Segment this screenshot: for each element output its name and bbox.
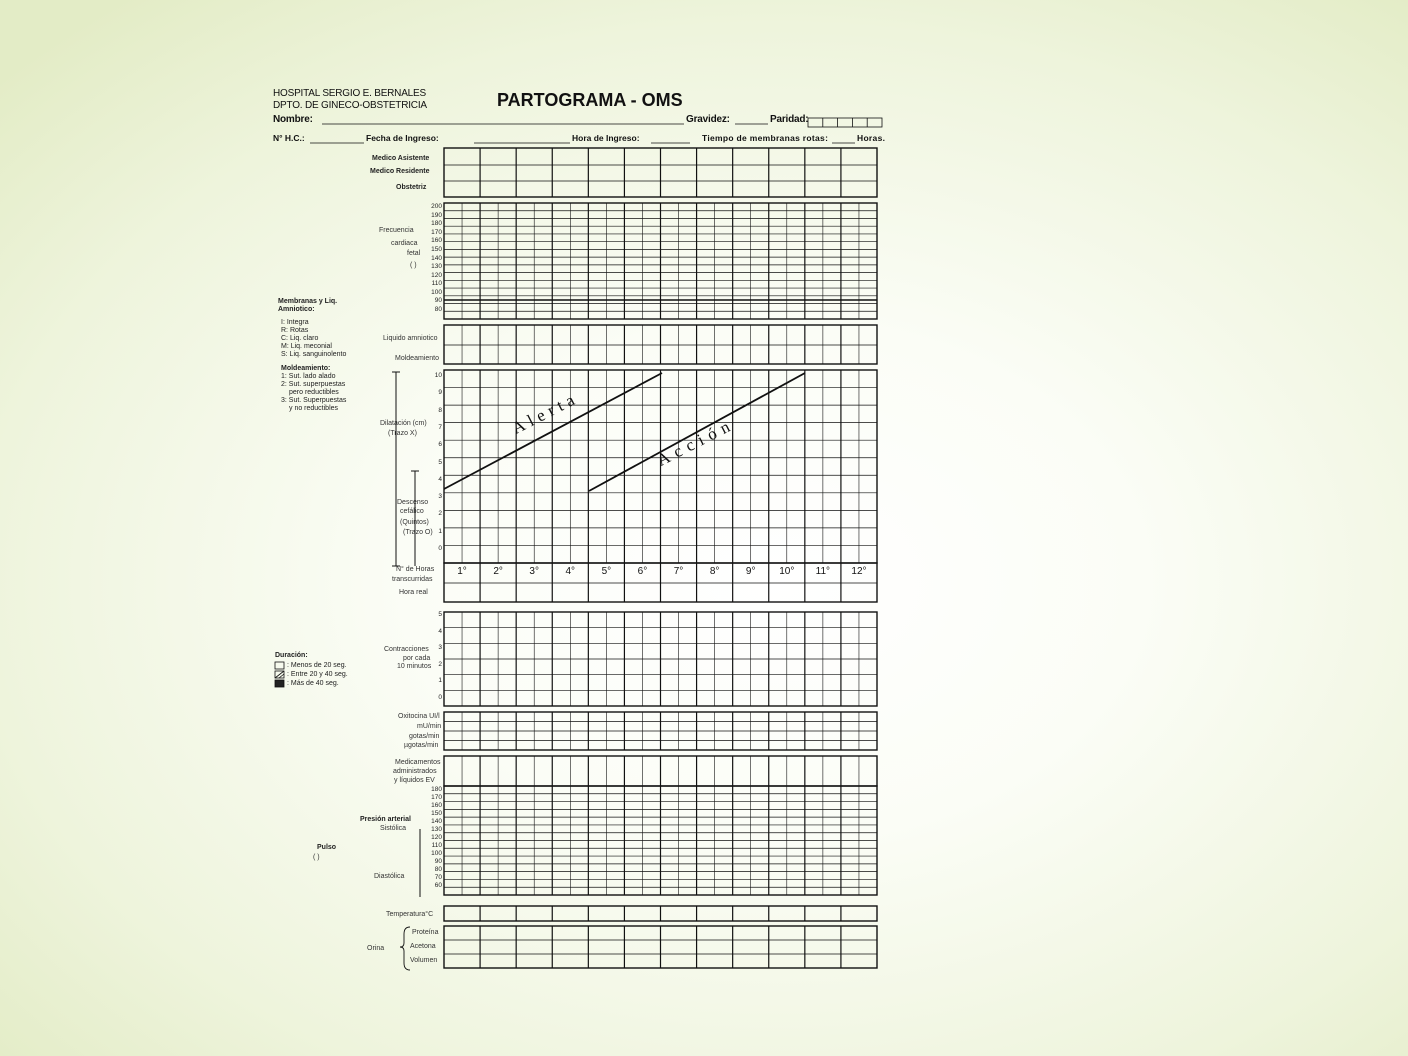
dilatacion-label-2: (Trazo X) [388, 430, 417, 437]
dilatacion-tick: 1 [438, 527, 442, 535]
hours-label-1: N° de Horas [396, 566, 435, 573]
fcf-label-4: ( ) [410, 262, 417, 269]
hour-label: 12° [851, 566, 867, 577]
medico-residente-label: Medico Residente [370, 168, 430, 175]
medicamentos-label: y líquidos EV [394, 777, 435, 784]
medico-asistente-label: Medico Asistente [372, 155, 430, 162]
temperatura-label: Temperatura°C [386, 911, 434, 918]
oxitocina-label: mU/min [417, 723, 442, 730]
presion-tick: 130 [431, 826, 442, 833]
presion-tick: 120 [431, 834, 442, 841]
hour-label: 1° [457, 566, 467, 577]
membranas-title-2: Amniotico: [278, 306, 315, 313]
presion-tick: 160 [431, 802, 442, 809]
pulso-label: Pulso [317, 844, 337, 851]
orina-label: Orina [367, 945, 385, 952]
hour-label: 6° [637, 566, 648, 577]
fcf-tick: 160 [431, 237, 442, 245]
hour-label: 3° [529, 566, 539, 577]
fcf-tick: 80 [434, 306, 442, 313]
hour-label: 7° [673, 566, 684, 577]
orina-item: Acetona [410, 943, 436, 950]
moldeamiento-item: y no reductibles [289, 405, 339, 412]
paridad-label: Paridad: [770, 114, 809, 125]
tiempo-label: Tiempo de membranas rotas: [702, 133, 829, 143]
oxitocina-label: Oxitocina UI/l [398, 713, 440, 720]
obstetriz-label: Obstetriz [396, 184, 427, 191]
paridad-boxes [808, 118, 882, 127]
fcf-tick: 110 [431, 280, 442, 288]
moldeamiento-item: 1: Sut. lado alado [281, 373, 336, 380]
descenso-label-3: (Quintos) [400, 519, 429, 526]
membranas-item: S: Liq. sanguinolento [281, 351, 347, 358]
fcf-tick: 90 [434, 297, 442, 305]
department-name: DPTO. DE GINECO-OBSTETRICIA [273, 100, 427, 111]
hora-label: Hora de Ingreso: [572, 133, 640, 143]
dilatacion-tick: 10 [434, 372, 442, 379]
dilatacion-label-1: Dilatación (cm) [380, 420, 427, 427]
presion-title: Presión arterial [360, 816, 411, 823]
page-title: PARTOGRAMA - OMS [497, 90, 683, 110]
hora-real-label: Hora real [399, 589, 428, 596]
hour-label: 9° [745, 566, 756, 577]
medicamentos-label: administrados [393, 768, 437, 775]
fcf-label-3: fetal [407, 250, 421, 257]
orina-item: Proteína [412, 929, 439, 936]
oxitocina-label: gotas/min [409, 733, 440, 740]
contracciones-tick: 5 [438, 611, 442, 618]
moldeamiento-row-label: Moldeamiento [395, 355, 439, 362]
dilatacion-tick: 6 [438, 441, 442, 449]
contracciones-tick: 4 [438, 627, 442, 635]
moldeamiento-item: 2: Sut. superpuestas [281, 381, 346, 388]
presion-tick: 150 [431, 810, 442, 817]
hour-label: 8° [709, 566, 720, 577]
hour-label: 10° [779, 566, 795, 577]
fcf-tick: 180 [431, 220, 442, 228]
liquido-label: Liquido amniotico [383, 335, 438, 342]
presion-tick: 90 [434, 858, 442, 865]
fcf-tick: 150 [431, 245, 442, 253]
medicamentos-label: Medicamentos [395, 759, 441, 766]
hc-label: N° H.C.: [273, 133, 305, 143]
presion-tick: 60 [434, 882, 442, 889]
descenso-label-1: Descenso [397, 499, 429, 506]
hour-label: 4° [565, 566, 576, 577]
fcf-tick: 130 [431, 263, 442, 271]
duracion-item: : Menos de 20 seg. [287, 662, 347, 669]
contracciones-tick: 3 [438, 644, 442, 652]
membranas-item: R: Rotas [281, 327, 309, 334]
hour-label: 2° [493, 566, 503, 577]
moldeamiento-item: 3: Sut. Superpuestas [281, 397, 347, 404]
membranas-item: M: Liq. meconial [281, 343, 332, 350]
presion-tick: 110 [431, 842, 442, 849]
fcf-tick: 200 [431, 203, 442, 210]
dilatacion-tick: 3 [438, 493, 442, 501]
presion-tick: 100 [431, 850, 442, 857]
presion-tick: 80 [434, 866, 442, 873]
horas-label: Horas. [857, 133, 886, 143]
duracion-item: : Entre 20 y 40 seg. [287, 671, 348, 678]
contracciones-label-1: Contracciones [384, 646, 429, 653]
contracciones-tick: 0 [438, 694, 442, 701]
dilatacion-tick: 2 [438, 510, 442, 518]
hour-label: 11° [815, 566, 831, 577]
fcf-label-2: cardiaca [391, 240, 418, 247]
duracion-title: Duración: [275, 652, 308, 659]
dilatacion-tick: 4 [438, 475, 442, 483]
contracciones-tick: 1 [438, 677, 442, 685]
fcf-tick: 190 [431, 211, 442, 219]
orina-item: Volumen [410, 957, 438, 964]
dilatacion-tick: 0 [438, 545, 442, 552]
fcf-label-1: Frecuencia [379, 227, 414, 234]
moldeamiento-legend-title: Moldeamiento: [281, 365, 331, 372]
moldeamiento-item: pero reductibles [289, 389, 339, 396]
presion-tick: 140 [431, 818, 442, 825]
duracion-box-solid [275, 680, 284, 687]
dilatacion-tick: 8 [438, 406, 442, 414]
nombre-label: Nombre: [273, 114, 313, 125]
pulso-symbol: ( ) [313, 854, 320, 861]
duracion-hatch [275, 671, 284, 678]
presion-tick: 170 [431, 794, 442, 801]
oxitocina-label: µgotas/min [404, 742, 439, 749]
hours-label-2: transcurridas [392, 576, 433, 583]
contracciones-label-3: 10 minutos [397, 663, 432, 670]
duracion-item: : Más de 40 seg. [287, 680, 339, 687]
presion-tick: 70 [434, 874, 442, 881]
descenso-label-2: cefálico [400, 508, 424, 515]
dilatacion-tick: 5 [438, 458, 442, 466]
membranas-title-1: Membranas y Liq. [278, 298, 338, 305]
hospital-name: HOSPITAL SERGIO E. BERNALES [273, 88, 426, 99]
diastolica-label: Diastólica [374, 873, 405, 880]
sistolica-label: Sistólica [380, 825, 407, 832]
dilatacion-tick: 7 [438, 423, 442, 431]
membranas-item: C: Liq. claro [281, 335, 319, 342]
orina-brace [400, 927, 410, 970]
dilatacion-tick: 9 [438, 389, 442, 397]
membranas-item: I: Integra [281, 319, 309, 326]
fcf-tick: 170 [431, 228, 442, 236]
fcf-tick: 140 [431, 254, 442, 262]
fecha-label: Fecha de Ingreso: [366, 133, 439, 143]
duracion-box-dotted [275, 662, 284, 669]
alerta-line [444, 373, 662, 489]
alerta-line-label: Alerta [508, 388, 583, 438]
descenso-label-4: (Trazo O) [403, 529, 433, 536]
accion-line-label: Acción [653, 414, 739, 470]
contracciones-label-2: por cada [403, 655, 431, 662]
fcf-tick: 100 [431, 288, 442, 296]
contracciones-tick: 2 [438, 660, 442, 668]
hour-label: 5° [601, 566, 612, 577]
gravidez-label: Gravidez: [686, 114, 730, 125]
fcf-tick: 120 [431, 271, 442, 279]
presion-tick: 180 [431, 786, 442, 793]
